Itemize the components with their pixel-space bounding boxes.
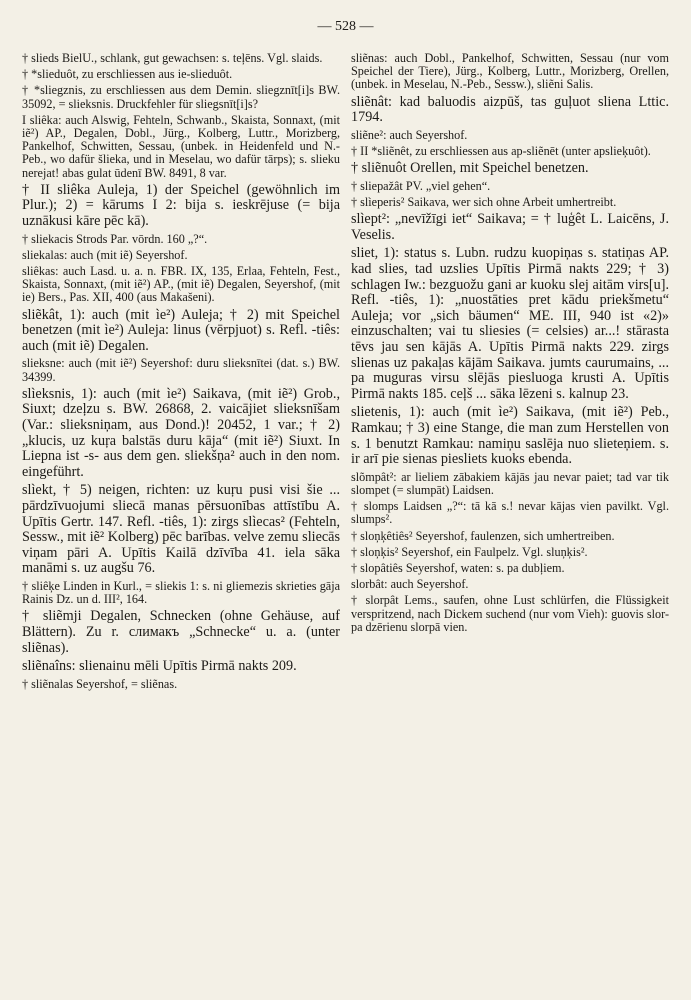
entry-slieksne: slieksne: auch (mit iẽ²) Seyershof: duru slieksnītei (dat. s.) BW. 34399.: [22, 356, 340, 384]
entry-slompat: slõmpât²: ar lieliem zābakiem kājās jau nevar paiet; tad var tik slompet (= slumpāt) Laidsen.: [351, 469, 669, 497]
entry-slienalas: † sliẽnalas Seyershof, = sliẽnas.: [22, 676, 178, 691]
columns: [22, 52, 669, 694]
entry-slieduot: † *slieduôt, zu erschliessen aus ie-slieduôt.: [22, 67, 233, 82]
entry-sliekat: sliẽkât, 1): auch (mit ìe²) Auleja; † 2) mit Speichel benetzen (mit ìe²) Auleja: linus (vērpjuot) s. Refl. -tiês: auch (mit iẽ) Degalen.: [22, 306, 340, 354]
entry-sliemji: † sliẽmji Degalen, Schnecken (ohne Gehäuse, auf Blättern). Zu r. слимакъ „Schnecke“ u. a. (unter sliẽnas).: [22, 608, 340, 656]
entry-slieka-1: I sliêka: auch Alswig, Fehteln, Schwanb., Skaista, Sonnaxt, (mit iẽ²) AP., Degalen, Dobl., Jürg., Kolberg, Luttr., Morizberg, Pankelhof, Schwitten, Sessau, (unbek. in Heidenfeld und N.-Peb., wo dafür šlieka, und in Meselau, wo dafür tārps); s. slieku nerejat! abas gulat ūdenī BW. 8491, 8 var.: [22, 112, 340, 180]
entry-slonkis: † sloņķis² Seyershof, ein Faulpelz. Vgl. sluņķis².: [351, 544, 588, 559]
entry-slieds: † slieds BielU., schlank, gut gewachsen: s. teļēns. Vgl. slaids.: [22, 51, 323, 65]
entry-slomps: † slomps Laidsen „?“: tā kā s.! nevar kājas vien pavilkt. Vgl. slumps².: [351, 499, 669, 527]
entry-slienuot: † sliẽnuôt Orellen, mit Speichel benetzen.: [351, 160, 589, 177]
entry-slieperis: † slìeperis² Saikava, wer sich ohne Arbeit umhertreibt.: [351, 195, 617, 209]
entry-slieksnis: slìeksnis, 1): auch (mit ìe²) Saikava, (mit iẽ²) Grob., Siuxt; dzeļzu s. BW. 26868, 2. vaicājiet slieksnīšam (Var.: slieksniņam, aus Dond.)! 20452, 1 var.; † 2) „klucis, uz kuŗa balstās duru kāja“ (mit iẽ²) Siuxt. In Liepna ist -s- aus dem gen. sliekšņa² auch in den nom. eingeführt.: [22, 385, 340, 480]
entry-slopaties: † slopâtiês Seyershof, waten: s. pa dubļiem.: [351, 560, 565, 575]
entry-slietenis: slietenis, 1): auch (mit ìe²) Saikava, (mit iẽ²) Peb., Ramkau; † 3) eine Stange, die man zum Herstellen von s. 1 benutzt Ramkau: namiņu saslēja nuo slieteņiem. s. ir arī pie sienas piesliets kuoks ebenda.: [351, 404, 669, 468]
entry-sliekt: slìekt, † 5) neigen, richten: uz kuŗu pusi visi šie ... pārdzīvuojumi sliecā manas pērsuonības attīstību A. Upītis Gertr. 147. Refl. -tiês, 1): zirgs slìecas² (Fehteln, Sessw., mit iẽ² Kolberg) pēc barības. velve zemu sliecās viņam pāri A. Upītis Kailā dzīvība 41. iela sāka manāmi s. uz augšu 76.: [22, 482, 340, 577]
entry-sliept: slìept²: „nevīžīgi iet“ Saikava; = † luģêt L. Laicēns, J. Veselis.: [351, 211, 669, 243]
right-column: [351, 52, 669, 694]
entry-sliepazat: † sliepažât PV. „viel gehen“.: [351, 178, 491, 193]
entry-slieka-2: † II sliêka Auleja, 1) der Speichel (gewöhnlich im Plur.); 2) = kārums I 2: bija s. ieskrējuse (= bija uznākusi kāre pēc kā).: [22, 181, 340, 230]
entry-sliekas: sliêkas: auch Lasd. u. a. n. FBR. IX, 135, Erlaa, Fehteln, Fest., Skaista, Sonnaxt, (mit iẽ²) AP., (mit iẽ) Degalen, Seyershof, (mit ie) Bers., Pas. XII, 400 (aus Makašeni).: [22, 264, 340, 305]
entry-slonketies: † sloņķêtiês² Seyershof, faulenzen, sich umhertreiben.: [351, 528, 615, 543]
entry-slienas: sliẽnas: auch Dobl., Pankelhof, Schwitten, Sessau (nur vom Speichel der Tiere), Jürg., Kolberg, Luttr., Morizberg, Orellen, (unbek. in Meselau, N.-Peb., Sessw.), sliẽni Salis.: [351, 51, 669, 92]
entry-slienet: † II *sliẽnêt, zu erschliessen aus ap-sliẽnēt (unter apslieķuôt).: [351, 144, 651, 158]
entry-slieke: † sliêķe Linden in Kurl., = sliekis 1: s. ni gliemezis skrieties gāja Rainis Dz. un d. III², 164.: [22, 578, 340, 607]
page-number: — 528 —: [317, 19, 374, 34]
entry-slorbat: slorbât: auch Seyershof.: [351, 577, 469, 592]
entry-sliekalas: sliekalas: auch (mit iẽ) Seyershof.: [22, 247, 188, 262]
entry-slienains: sliẽnaîns: slienainu mēli Upītis Pirmā nakts 209.: [22, 658, 297, 675]
entry-sliet: sliet, 1): status s. Lubn. rudzu kuopiņas s. statiņas AP. kad slies, tad uzslies Upītis Pirmā nakts 229; † 3) schlagen Iw.: bezguožu gani ar kuoku slej aitām virs[u]. Refl. -tiês, 1): „nuostāties pret kādu priekšmetu“ Auleja; vor „sich bäumen“ ME. III, 940 ist «2)» einzuschalten; vai tu sliesies (= celsies) ar...! stārasta tēvs jau sen kājās A. Upītis Pirmā nakts 229. zirgs slienas uz pakaļas kājām Saikava. jumts caurumains, ... pa muguras virsu slējās piesluoga krusti A. Upītis Pirmā nakts 185. ceļš ... sāka lēzeni s. kalnup 23.: [351, 245, 669, 402]
entry-sliekacis: † sliekacis Strods Par. vōrdn. 160 „?“.: [22, 231, 208, 246]
entry-sliene: sliẽne²: auch Seyershof.: [351, 127, 468, 142]
entry-slorpat: † slorpât Lems., saufen, ohne Lust schlürfen, die Flüssigkeit verspritzend, nach Dickem suchend (nur vom Vieh): guovis slor-pa dzērienu slorpā vien.: [351, 593, 669, 634]
entry-slienat: sliẽnât: kad baluodis aizpūš, tas guļuot sliena Lttic. 1794.: [351, 93, 669, 126]
entry-sliegznis: † *sliegznis, zu erschliessen aus dem Demin. sliegznīt[i]s BW. 35092, = slieksnis. Druckfehler für sliegsnīt[i]s?: [22, 83, 340, 111]
left-column: [22, 52, 340, 694]
